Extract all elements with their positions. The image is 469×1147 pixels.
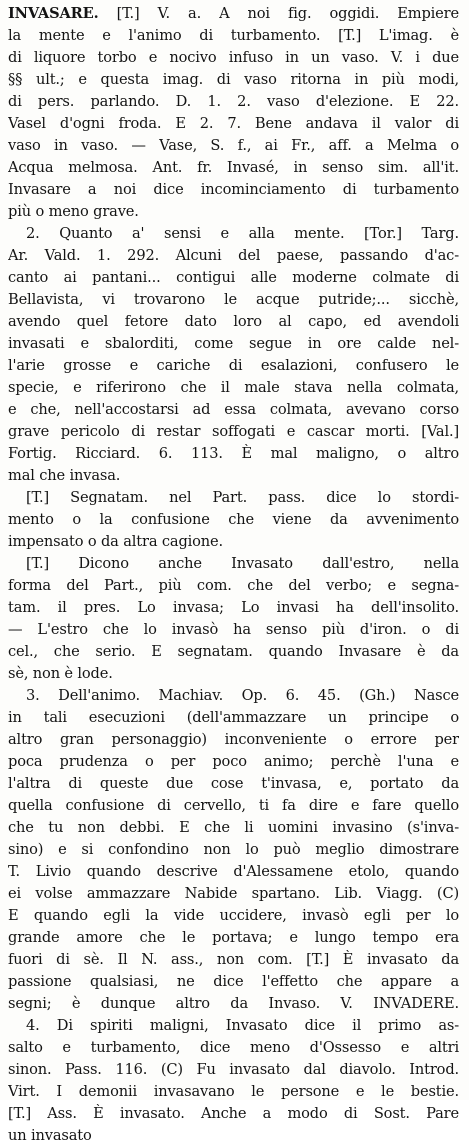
text-line: INVASARE. [T.] V. a. A noi fig. oggidi. Empiere [8, 5, 459, 22]
text-line: Vasel d'ogni froda. E 2. 7. Bene andava il valor di [8, 115, 459, 132]
text-line: passione qualsiasi, ne dice l'effetto che appare a [8, 973, 459, 990]
text-line: grande amore che le portava; e lungo tempo era [8, 929, 459, 946]
text-line: sino) e si confondino non lo può meglio dimostrare [8, 841, 459, 858]
text-line: avendo quel fetore dato loro al capo, ed avendoli [8, 313, 459, 330]
text-line: mento o la confusione che viene da avvenimento [8, 511, 459, 528]
text-line: sinon. Pass. 116. (C) Fu invasato dal diavolo. Introd. [8, 1061, 459, 1078]
text-line: [T.] Segnatam. nel Part. pass. dice lo stordi- [26, 489, 459, 506]
text-line: Fortig. Ricciard. 6. 113. È mal maligno, o altro [8, 445, 459, 462]
text-line: mal che invasa. [8, 467, 121, 484]
text-line: impensato o da altra cagione. [8, 533, 224, 550]
text-line: quella confusione di cervello, ti fa dire e fare quello [8, 797, 459, 814]
text-line: Ar. Vald. 1. 292. Alcuni del paese, passando d'ac- [8, 247, 459, 264]
text-line: E quando egli la vide uccidere, invasò egli per lo [8, 907, 459, 924]
text-line: ei volse ammazzare Nabide spartano. Lib. Viagg. (C) [8, 885, 459, 902]
text-line: cel., che serio. E segnatam. quando Invasare è da [8, 643, 459, 660]
text-line: — L'estro che lo invasò ha senso più d'iron. o di [8, 621, 459, 638]
text-line: 3. Dell'animo. Machiav. Op. 6. 45. (Gh.) Nasce [26, 687, 459, 704]
text-line: che tu non debbi. E che li uomini invasino (s'inva- [8, 819, 459, 836]
text-line: specie, e riferirono che il male stava nella colmata, [8, 379, 459, 396]
text-line: l'arie grosse e cariche di esalazioni, confusero le [8, 357, 459, 374]
text-line: segni; è dunque altro da Invaso. V. INVADERE. [8, 995, 459, 1012]
text-line: 4. Di spiriti maligni, Invasato dice il primo as- [26, 1017, 459, 1034]
text-line: tam. il pres. Lo invasa; Lo invasi ha dell'insolito. [8, 599, 459, 616]
text-line: di pers. parlando. D. 1. 2. vaso d'elezione. E 22. [8, 93, 459, 110]
text-line: fuori di sè. Il N. ass., non com. [T.] È invasato da [8, 951, 459, 968]
text-line: altro gran personaggio) inconveniente o errore per [8, 731, 459, 748]
text-line: poca prudenza o per poco animo; perchè l'una e [8, 753, 459, 770]
text-line: la mente e l'animo di turbamento. [T.] L'imag. è [8, 27, 459, 44]
text-line: vaso in vaso. — Vase, S. f., ai Fr., aff. a Melma o [8, 137, 459, 154]
text-line: Invasare a noi dice incominciamento di turbamento [8, 181, 459, 198]
text-line: Acqua melmosa. Ant. fr. Invasé, in senso sim. all'it. [8, 159, 459, 176]
text-line: [T.] Dicono anche Invasato dall'estro, nella [26, 555, 459, 572]
text-line: l'altra di queste due cose t'invasa, e, portato da [8, 775, 459, 792]
text-line: Virt. I demonii invasavano le persone e le bestie. [8, 1083, 459, 1100]
text-line: un invasato [8, 1127, 92, 1144]
text-line: §§ ult.; e questa imag. di vaso ritorna in più modi, [8, 71, 459, 88]
text-line: sè, non è lode. [8, 665, 113, 682]
text-line: e che, nell'accostarsi ad essa colmata, avevano corso [8, 401, 459, 418]
text-line: [T.] Ass. È invasato. Anche a modo di Sost. Pare [8, 1105, 459, 1122]
text-line: in tali esecuzioni (dell'ammazzare un principe o [8, 709, 459, 726]
headword: INVASARE. [8, 5, 99, 22]
text-line: più o meno grave. [8, 203, 139, 220]
text-line: Bellavista, vi trovarono le acque putride;... sicchè, [8, 291, 459, 308]
text-line: 2. Quanto a' sensi e alla mente. [Tor.] Targ. [26, 225, 459, 242]
text-line: salto e turbamento, dice meno d'Ossesso e altri [8, 1039, 459, 1056]
text-line: di liquore torbo e nocivo infuso in un vaso. V. i due [8, 49, 459, 66]
text-line: T. Livio quando descrive d'Alessamene etolo, quando [8, 863, 459, 880]
text-line: forma del Part., più com. che del verbo; e segna- [8, 577, 459, 594]
text-line: canto ai pantani... contigui alle moderne colmate di [8, 269, 459, 286]
text-line: grave pericolo di restar soffogati e cascar morti. [Val.] [8, 423, 459, 440]
text-line: invasati e sbalorditi, come segue in ore calde nel- [8, 335, 459, 352]
